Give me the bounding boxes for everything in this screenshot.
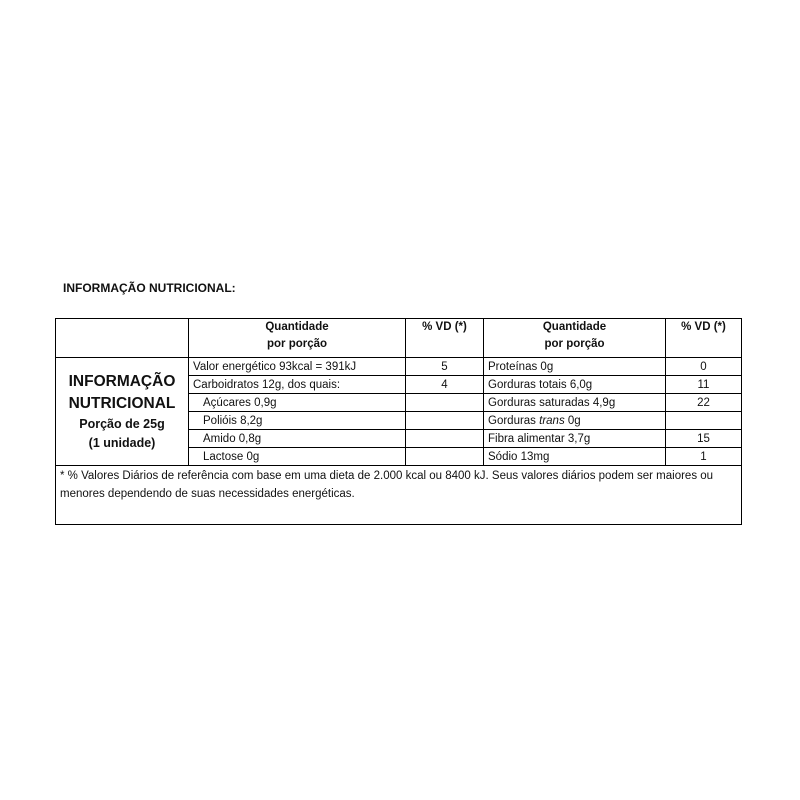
nutrient-left: Lactose 0g (189, 448, 406, 466)
vd-right: 0 (666, 358, 742, 376)
nutrient-right-text: Gorduras totais 6,0g (488, 378, 593, 391)
header-quantity-right (484, 319, 666, 358)
header-qty-line1: Quantidade (265, 321, 329, 333)
vd-right: 22 (666, 394, 742, 412)
vd-right: 15 (666, 430, 742, 448)
document-title: INFORMAÇÃO NUTRICIONAL: (63, 281, 236, 295)
nutrient-right-text: Gorduras saturadas 4,9g (488, 396, 616, 409)
header-empty-cell (56, 319, 189, 358)
vd-right: 11 (666, 376, 742, 394)
serving-info-cell (56, 358, 189, 466)
vd-right (666, 412, 742, 430)
header-qty-line2: por porção (544, 338, 605, 350)
vd-left: 4 (406, 376, 484, 394)
nutrient-right-text: Sódio 13mg (488, 450, 550, 463)
nutrient-right-text: Gorduras (488, 414, 540, 427)
nutrient-right (484, 394, 666, 412)
vd-right: 1 (666, 448, 742, 466)
vd-left: 5 (406, 358, 484, 376)
header-qty-line2: por porção (266, 338, 328, 350)
nutrient-right (484, 430, 666, 448)
header-row (56, 319, 742, 358)
nutrient-right-italic: trans (539, 414, 565, 427)
vd-left (406, 448, 484, 466)
label-line1: INFORMAÇÃO (68, 372, 176, 390)
header-vd-right: % VD (*) (666, 319, 742, 358)
nutrient-right (484, 358, 666, 376)
footnote-row (56, 466, 742, 525)
header-vd-left: % VD (*) (406, 319, 484, 358)
footnote: * % Valores Diários de referência com base em uma dieta de 2.000 kcal ou 8400 kJ. Seus valores diários podem ser maiores ou menores dependendo de suas necessidades energéticas. (56, 466, 742, 525)
header-quantity-left (189, 319, 406, 358)
table-row (56, 358, 742, 376)
nutrient-left: Valor energético 93kcal = 391kJ (189, 358, 406, 376)
vd-left (406, 430, 484, 448)
vd-left (406, 412, 484, 430)
nutrient-left: Açúcares 0,9g (189, 394, 406, 412)
nutrient-right (484, 448, 666, 466)
nutrient-right-suffix: 0g (564, 414, 581, 427)
nutrient-left: Carboidratos 12g, dos quais: (189, 376, 406, 394)
nutrient-right-text: Fibra alimentar 3,7g (488, 432, 591, 445)
nutrient-left: Amido 0,8g (189, 430, 406, 448)
nutrient-left: Polióis 8,2g (189, 412, 406, 430)
vd-left (406, 394, 484, 412)
serving-units: (1 unidade) (88, 435, 156, 450)
nutrient-right (484, 376, 666, 394)
header-qty-line1: Quantidade (542, 321, 607, 333)
label-line2: NUTRICIONAL (68, 394, 176, 412)
nutrient-right (484, 412, 666, 430)
nutrient-right-text: Proteínas 0g (488, 360, 554, 373)
nutrition-table (55, 318, 742, 525)
serving-size: Porção de 25g (79, 416, 165, 431)
